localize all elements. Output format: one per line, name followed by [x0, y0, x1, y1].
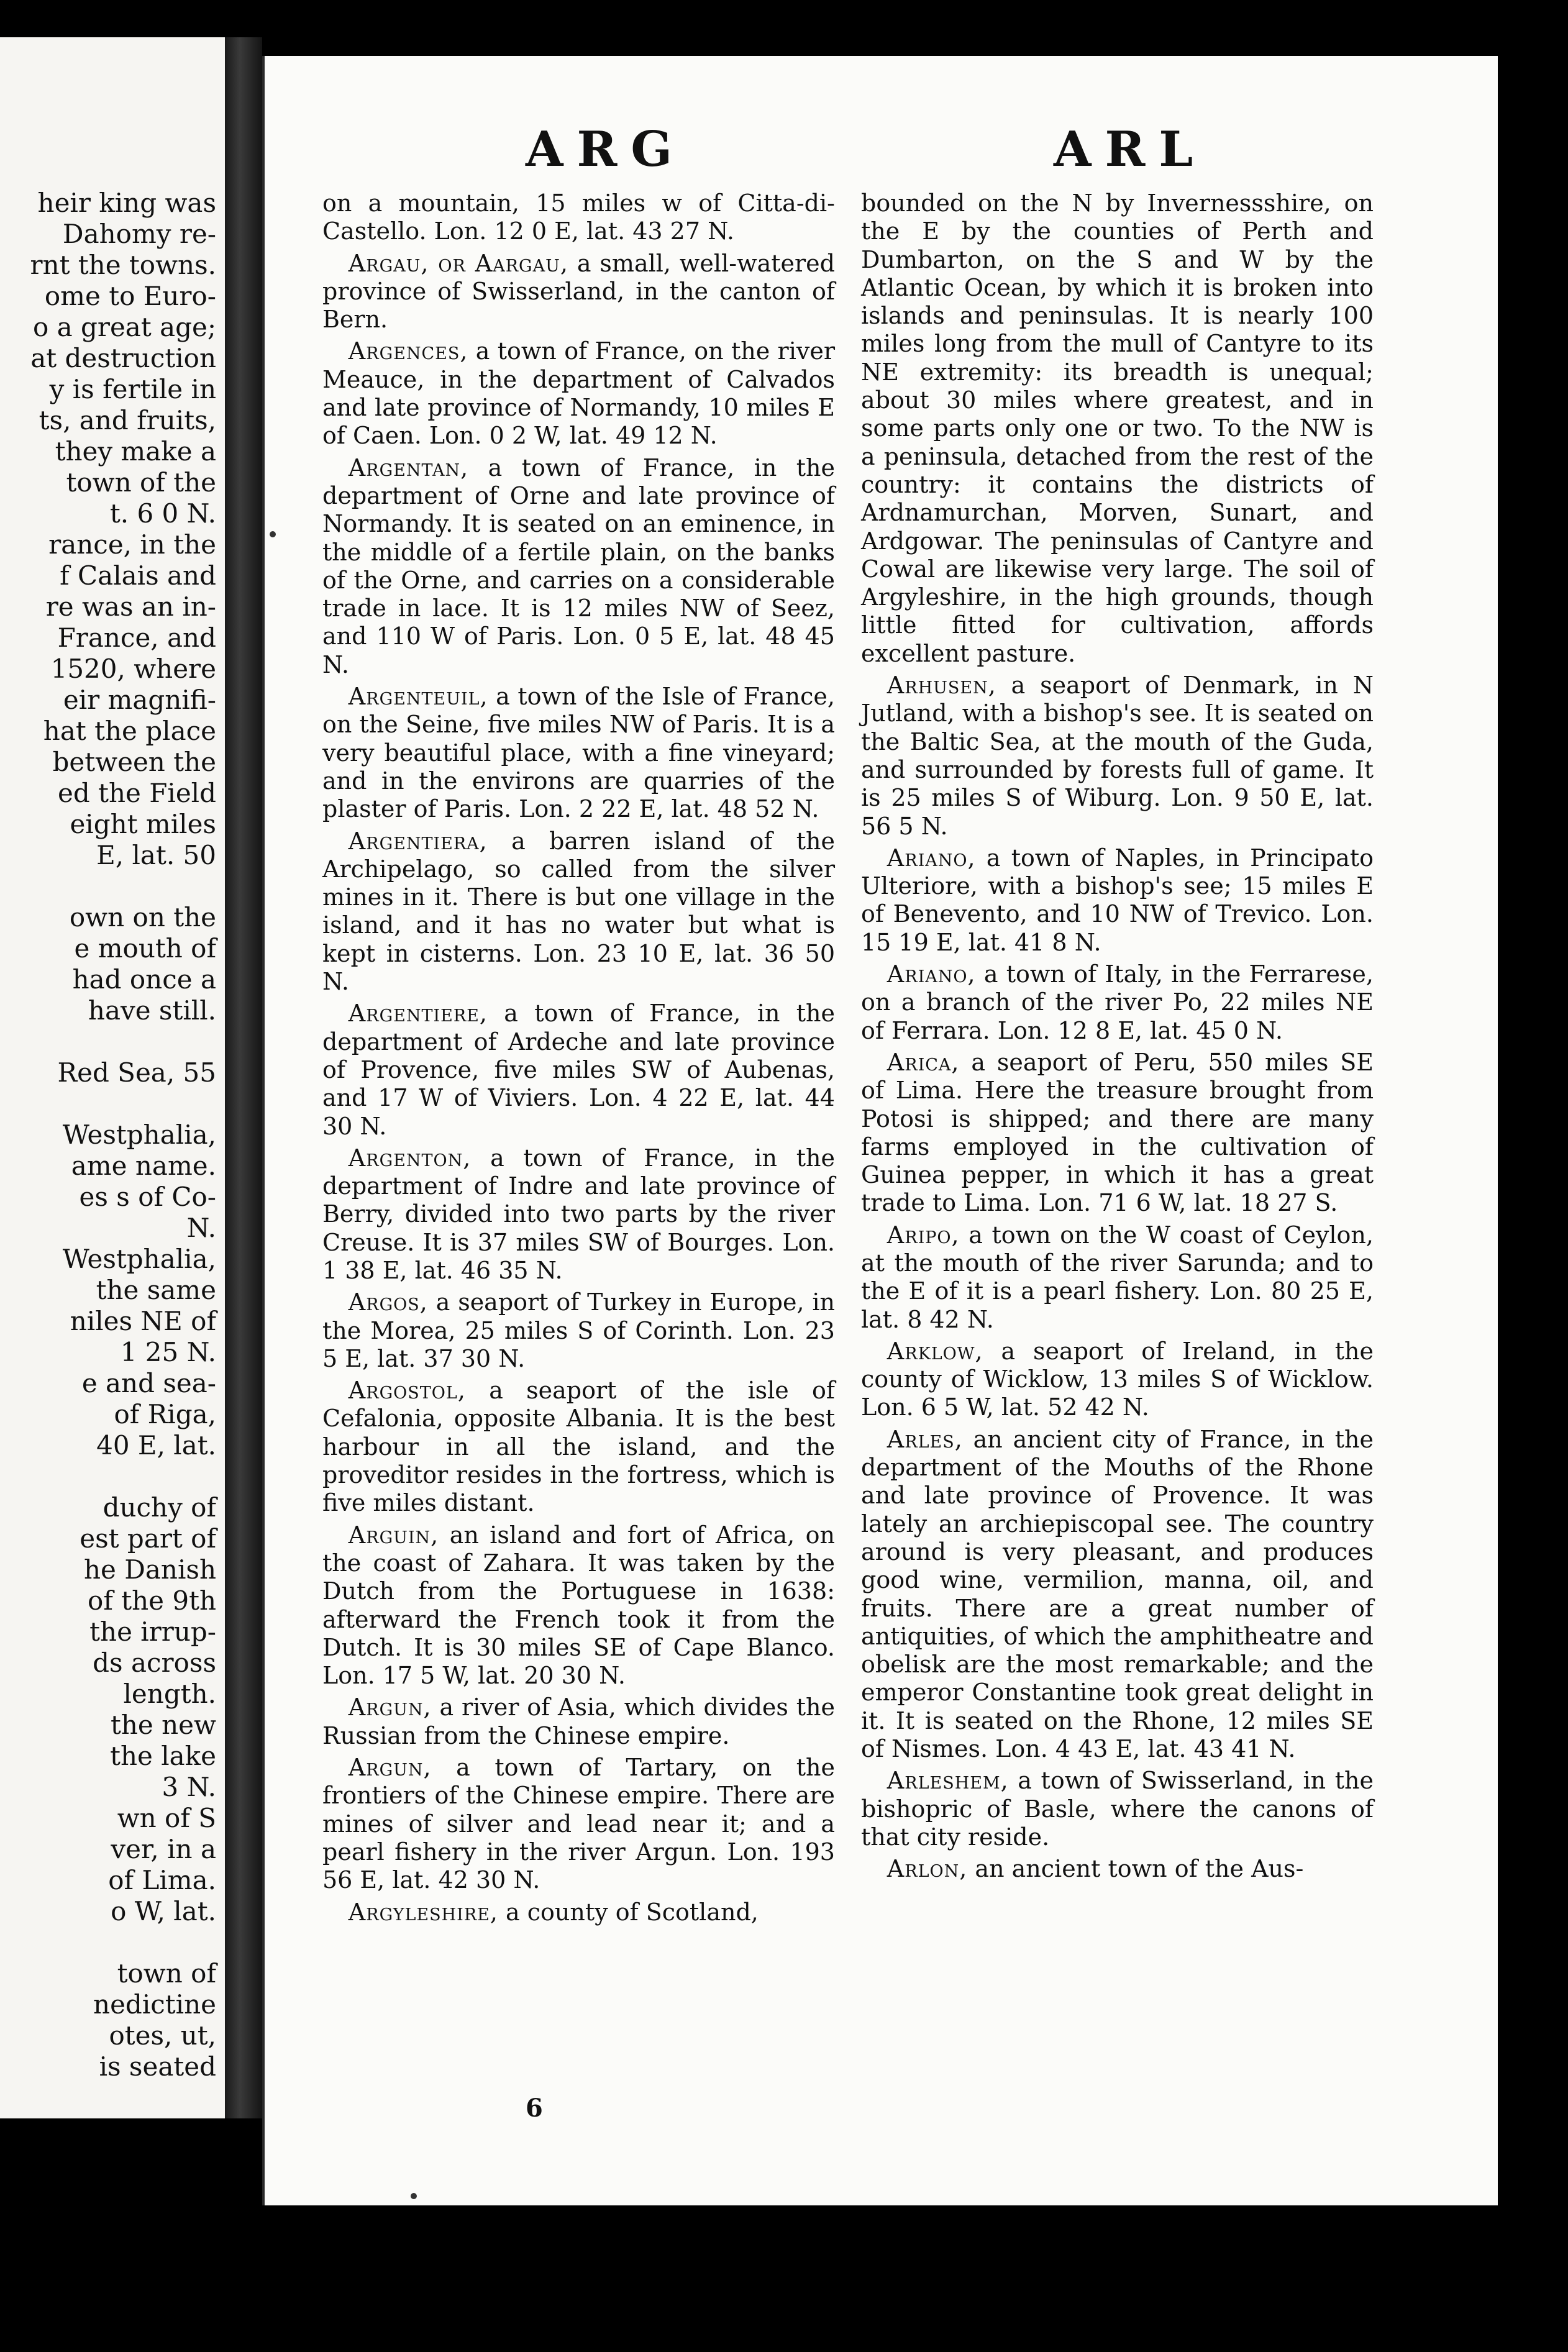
entry-body: bounded on the N by Invernessshire, on the E by the counties of Perth and Dumbarton, on the S and W by the Atlantic Ocean, by which it is broken into islands and peninsulas. It is nearly 100 miles long from the mull of Cantyre to its NE extremity: its breadth is unequal; about 30 miles where greatest, and in some parts only one or two. To the NW is a peninsula, detached from the rest of the country: it contains the districts of Ardnamurchan, Morven, Sunart, and Ardgowar. The peninsulas of Cantyre and Cowal are likewise very large. The soil of Argyleshire, in the high grounds, though little fitted for cultivation, affords excellent pasture.: [861, 189, 1374, 667]
facing-page-line: the irrup-: [89, 1616, 216, 1647]
entry-body: a county of Scotland,: [498, 1898, 759, 1926]
facing-page-line: of Lima.: [108, 1865, 216, 1895]
facing-page-line: have still.: [88, 995, 216, 1026]
gazetteer-entry: [322, 1288, 835, 1373]
entry-headword: Argences,: [348, 337, 468, 365]
gazetteer-entry: [861, 1049, 1374, 1218]
entry-headword: Arica,: [887, 1048, 960, 1076]
gazetteer-entry: [861, 1855, 1374, 1883]
facing-page-line: hat the place: [43, 716, 216, 746]
entry-body: on a mountain, 15 miles w of Citta-di-Castello. Lon. 12 0 E, lat. 43 27 N.: [322, 189, 835, 245]
facing-page-line: ame name.: [71, 1151, 216, 1181]
gazetteer-entry: [322, 1521, 835, 1690]
running-head-left: ARG: [526, 121, 686, 178]
entry-headword: Arleshem,: [887, 1767, 1009, 1795]
entry-headword: Argentiera,: [348, 827, 488, 855]
facing-page-line: y is fertile in: [49, 374, 216, 404]
facing-page-line: the lake: [110, 1741, 216, 1771]
entry-body: a town of France, in the department of Ardeche and late province of Provence, five miles SW of Aubenas, and 17 W of Viviers. Lon. 4 22 E, lat. 44 30 N.: [322, 1000, 835, 1140]
facing-page-line: they make a: [55, 436, 216, 467]
gazetteer-entry: [322, 1898, 835, 1926]
facing-page-line: length.: [123, 1679, 216, 1709]
entry-body: a town of France, in the department of Indre and late province of Berry, divided into two parts by the river Creuse. It is 37 miles SW of Bourges. Lon. 1 38 E, lat. 46 35 N.: [322, 1144, 835, 1284]
facing-page-line: own on the: [69, 902, 216, 932]
facing-page-line: France, and: [57, 622, 216, 653]
entry-continuation: [322, 189, 835, 246]
facing-page-line: nedictine: [93, 1989, 216, 2020]
facing-page-line: rance, in the: [48, 529, 216, 560]
facing-page-line: the same: [96, 1275, 216, 1305]
gazetteer-entry: [322, 1377, 835, 1517]
gazetteer-entry: [322, 1000, 835, 1140]
facing-page-line: of the 9th: [88, 1585, 216, 1616]
facing-page-line: at destruction: [30, 343, 216, 373]
entry-body: a town of the Isle of France, on the Seine, five miles NW of Paris. It is a very beautiful place, with a fine vineyard; and in the environs are quarries of the plaster of Paris. Lon. 2 22 E, lat. 48 52 N.: [322, 683, 835, 823]
facing-page-line: o W, lat.: [111, 1896, 216, 1926]
facing-page-line: town of: [117, 1958, 216, 1989]
facing-page-line: heir king was: [37, 188, 216, 218]
facing-page-line: e and sea-: [81, 1368, 216, 1398]
entry-body: an ancient town of the Aus-: [967, 1855, 1304, 1883]
gazetteer-entry: [322, 454, 835, 679]
facing-page-line: the new: [111, 1710, 216, 1740]
facing-page-line: ver, in a: [111, 1834, 216, 1864]
facing-page-line: es s of Co-: [79, 1182, 216, 1212]
facing-page-line: eir magnifi-: [63, 685, 216, 715]
entry-body: a town on the W coast of Ceylon, at the mouth of the river Sarunda; and to the E of it is a pearl fishery. Lon. 80 25 E, lat. 8 42 N.: [861, 1221, 1374, 1333]
entry-body: a town of Italy, in the Ferrarese, on a branch of the river Po, 22 miles NE of Ferrara. Lon. 12 8 E, lat. 45 0 N.: [861, 960, 1374, 1044]
facing-page-line: re was an in-: [45, 591, 216, 622]
facing-page-fragment: [0, 37, 225, 2118]
facing-page-line: wn of S: [117, 1803, 216, 1833]
entry-body: a town of Swisserland, in the bishopric of Basle, where the canons of that city reside.: [861, 1767, 1374, 1851]
gazetteer-entry: [861, 672, 1374, 841]
entry-body: a town of Naples, in Principato Ulteriore, with a bishop's see; 15 miles E of Benevento, and 10 NW of Trevico. Lon. 15 19 E, lat. 41 8 N.: [861, 844, 1374, 956]
facing-page-line: Red Sea, 55: [57, 1057, 216, 1088]
facing-page-line: duchy of: [103, 1492, 216, 1523]
facing-page-line: ome to Euro-: [44, 281, 216, 311]
facing-page-line: N.: [186, 1213, 216, 1243]
entry-headword: Arhusen,: [887, 672, 996, 700]
entry-body: a seaport of the isle of Cefalonia, opposite Albania. It is the best harbour in all the island, and the proveditor resides in the fortress, which is five miles distant.: [322, 1377, 835, 1517]
entry-body: an island and fort of Africa, on the coast of Zahara. It was taken by the Dutch from the Portuguese in 1638: afterward the French took it from the Dutch. It is 30 miles SE of Cape Blanco. Lon. 17 5 W, lat. 20 30 N.: [322, 1521, 835, 1690]
entry-headword: Argau, or Aargau,: [348, 249, 568, 277]
facing-page-line: f Calais and: [60, 560, 216, 591]
gazetteer-entry: [861, 1221, 1374, 1334]
gazetteer-entry: [861, 960, 1374, 1045]
column-right: [861, 189, 1374, 1887]
entry-body: a river of Asia, which divides the Russian from the Chinese empire.: [322, 1693, 835, 1749]
facing-page-line: otes, ut,: [109, 2020, 216, 2051]
entry-body: a seaport of Peru, 550 miles SE of Lima. Here the treasure brought from Potosi is shipped; and there are many farms employed in the cultivation of Guinea pepper, in which it has a great trade to Lima. Lon. 71 6 W, lat. 18 27 S.: [861, 1048, 1374, 1217]
facing-page-line: ds across: [93, 1648, 216, 1678]
facing-page-line: E, lat. 50: [96, 840, 216, 870]
facing-page-line: Westphalia,: [62, 1119, 216, 1150]
entry-body: a seaport of Turkey in Europe, in the Morea, 25 miles S of Corinth. Lon. 23 5 E, lat. 37 30 N.: [322, 1288, 835, 1372]
facing-page-line: Dahomy re-: [62, 219, 216, 249]
facing-page-line: Westphalia,: [62, 1244, 216, 1274]
entry-body: a town of France, in the department of Orne and late province of Normandy. It is seated on an eminence, in the middle of a fertile plain, on the banks of the Orne, and carries on a considerable trade in lace. It is 12 miles NW of Seez, and 110 W of Paris. Lon. 0 5 E, lat. 48 45 N.: [322, 454, 835, 678]
entry-headword: Argostol,: [348, 1377, 466, 1405]
book-gutter: [225, 37, 262, 2118]
gazetteer-entry: [322, 1144, 835, 1285]
gazetteer-entry: [322, 250, 835, 334]
entry-headword: Argyleshire,: [348, 1898, 498, 1926]
facing-page-line: between the: [52, 747, 216, 777]
facing-page-line: niles NE of: [70, 1306, 216, 1336]
facing-page-line: 1 25 N.: [120, 1337, 216, 1367]
facing-page-line: rnt the towns.: [30, 250, 216, 280]
facing-page-line: est part of: [80, 1523, 216, 1554]
running-head-right: ARL: [1054, 121, 1207, 178]
gazetteer-entry: [322, 1693, 835, 1750]
entry-headword: Arlon,: [887, 1855, 968, 1883]
facing-page-line: is seated: [99, 2051, 216, 2082]
facing-page-line: town of the: [66, 467, 216, 498]
dictionary-page: [262, 56, 1498, 2205]
gazetteer-entry: [322, 683, 835, 823]
column-left: [322, 189, 835, 1930]
facing-page-line: t. 6 0 N.: [109, 498, 216, 529]
facing-page-line: 1520, where: [50, 654, 216, 684]
facing-page-line: he Danish: [83, 1554, 216, 1585]
facing-page-line: of Riga,: [114, 1399, 216, 1429]
entry-headword: Argos,: [348, 1288, 428, 1316]
gazetteer-entry: [861, 1426, 1374, 1764]
gazetteer-entry: [861, 844, 1374, 957]
entry-headword: Arles,: [887, 1425, 963, 1453]
facing-page-line: ts, and fruits,: [39, 405, 216, 435]
facing-page-line: e mouth of: [74, 933, 216, 964]
entry-headword: Argun,: [348, 1693, 432, 1721]
facing-page-line: 40 E, lat.: [96, 1430, 216, 1461]
entry-body: a town of Tartary, on the frontiers of the Chinese empire. There are mines of silver and lead near it; and a pearl fishery in the river Argun. Lon. 193 56 E, lat. 42 30 N.: [322, 1754, 835, 1894]
entry-body: an ancient city of France, in the department of the Mouths of the Rhone and late province of Provence. It was lately an archiepiscopal see. The country around is very pleasant, and produces good wine, vermilion, manna, oil, and fruits. There are a great number of antiquities, of which the amphitheatre and obelisk are the most remarkable; and the emperor Constantine took great delight in it. It is seated on the Rhone, 12 miles SE of Nismes. Lon. 4 43 E, lat. 43 41 N.: [861, 1425, 1374, 1763]
entry-headword: Arguin,: [348, 1521, 439, 1549]
gazetteer-entry: [322, 1754, 835, 1894]
entry-body: a seaport of Ireland, in the county of Wicklow, 13 miles S of Wicklow. Lon. 6 5 W, lat. 52 42 N.: [861, 1337, 1374, 1421]
facing-page-line: had once a: [72, 964, 216, 995]
gazetteer-entry: [861, 1767, 1374, 1851]
entry-headword: Ariano,: [887, 844, 976, 872]
entry-headword: Argenton,: [348, 1144, 472, 1172]
facing-page-line: 3 N.: [162, 1772, 216, 1802]
entry-body: a barren island of the Archipelago, so called from the silver mines in it. There is but one village in the island, and it has no water but what is kept in cisterns. Lon. 23 10 E, lat. 36 50 N.: [322, 827, 835, 996]
entry-headword: Argenteuil,: [348, 683, 488, 711]
facing-page-line: eight miles: [70, 809, 216, 839]
entry-headword: Argun,: [348, 1754, 432, 1782]
stray-ink-dot: [270, 531, 276, 537]
entry-body: a town of France, on the river Meauce, in the department of Calvados and late province of Normandy, 10 miles E of Caen. Lon. 0 2 W, lat. 49 12 N.: [322, 337, 835, 450]
entry-continuation: [861, 189, 1374, 668]
page-folio: 6: [526, 2094, 543, 2123]
stray-ink-dot: [411, 2193, 417, 2199]
entry-headword: Argentan,: [348, 454, 469, 481]
facing-page-line: ed the Field: [58, 778, 216, 808]
entry-headword: Argentiere,: [348, 1000, 488, 1028]
gazetteer-entry: [861, 1338, 1374, 1422]
facing-page-line: o a great age;: [32, 312, 216, 342]
gazetteer-entry: [322, 827, 835, 996]
entry-body: a small, well-watered province of Swisserland, in the canton of Bern.: [322, 249, 835, 334]
entry-headword: Ariano,: [887, 960, 976, 988]
gazetteer-entry: [322, 337, 835, 450]
entry-headword: Arklow,: [887, 1337, 983, 1365]
entry-headword: Aripo,: [887, 1221, 960, 1249]
entry-body: a seaport of Denmark, in N Jutland, with a bishop's see. It is seated on the Baltic Sea, at the mouth of the Guda, and surrounded by forests full of game. It is 25 miles S of Wiburg. Lon. 9 50 E, lat. 56 5 N.: [861, 672, 1374, 840]
